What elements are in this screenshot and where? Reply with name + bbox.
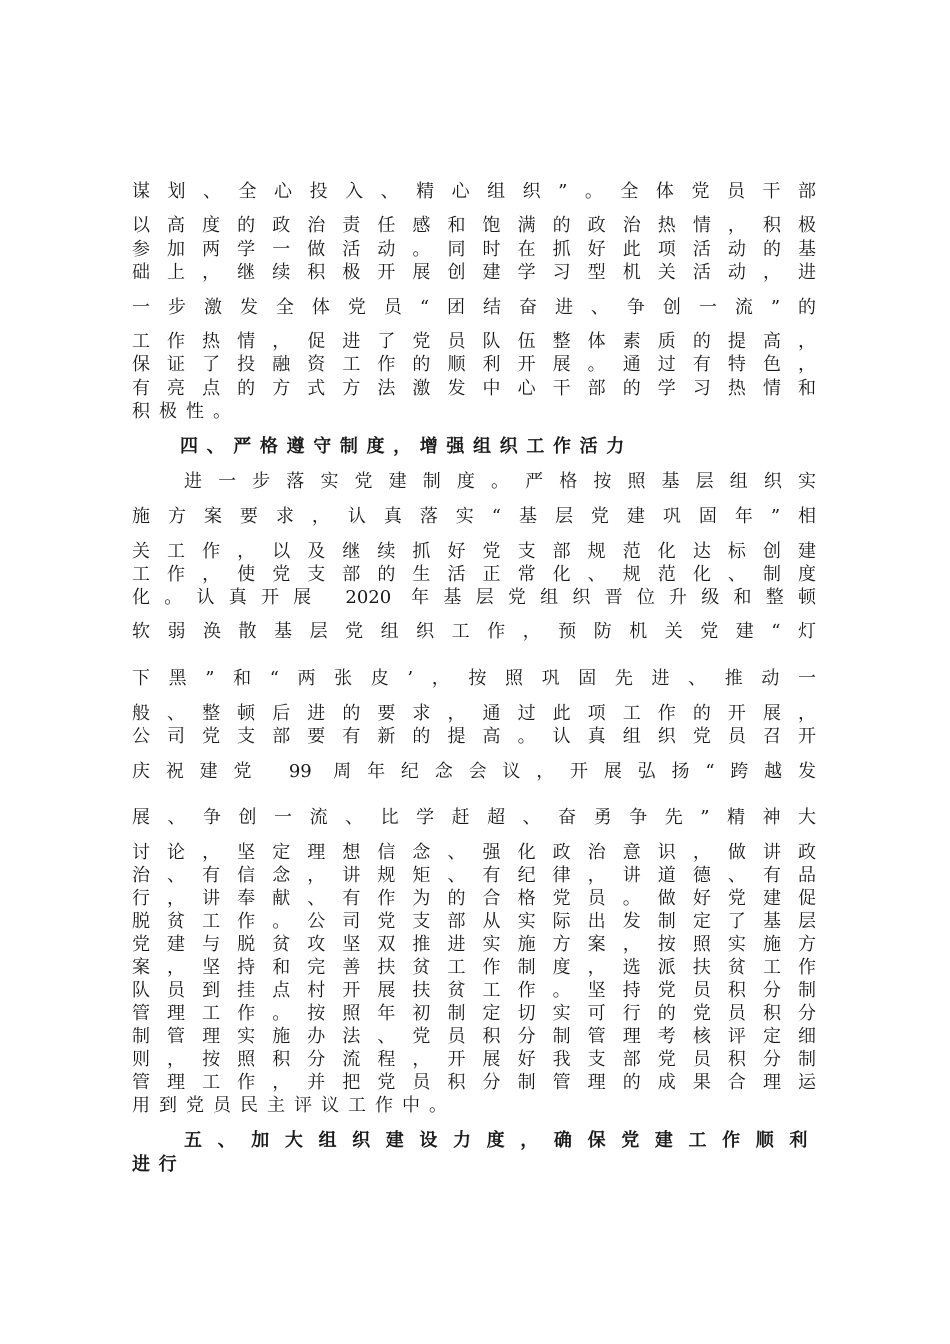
section-heading: 四、严格遵守制度，增强组织工作活力: [180, 436, 633, 457]
text-line: 般、整顿后进的要求，通过此项工作的开展，: [132, 703, 816, 724]
text-line: 讨论，坚定理想信念、强化政治意识，做讲政: [132, 842, 816, 863]
text-line: 队员到挂点村开展扶贫工作。坚持党员积分制: [132, 980, 816, 1001]
text-line: 参加两学一做活动。同时在抓好此项活动的基: [132, 239, 816, 260]
text-line: 下黑”和“两张皮’，按照巩固先进、推动一: [132, 668, 816, 689]
text-line: 积极性。: [132, 401, 240, 422]
text-line: 关工作，以及继续抓好党支部规范化达标创建: [132, 541, 816, 562]
section-heading-continued: 进行: [132, 1154, 186, 1175]
text-line: 谋划、全心投入、精心组织”。全体党员干部: [132, 181, 816, 202]
text-line: 进一步落实党建制度。严格按照基层组织实: [184, 471, 816, 492]
text-line: 脱贫工作。公司党支部从实际出发制定了基层: [132, 911, 816, 932]
text-line: 础上，继续积极开展创建学习型机关活动，进: [132, 262, 816, 283]
text-line: 治、有信念，讲规矩、有纪律，讲道德、有品: [132, 865, 816, 886]
text-line: 保证了投融资工作的顺利开展。通过有特色，: [132, 354, 816, 375]
text-line: 施方案要求，认真落实“基层党建巩固年”相: [132, 506, 816, 527]
text-line: 管理工作，并把党员积分制管理的成果合理运: [132, 1072, 816, 1093]
text-line: 公司党支部要有新的提高。认真组织党员召开: [132, 726, 816, 747]
text-line: 党建与脱贫攻坚双推进实施方案，按照实施方: [132, 934, 816, 955]
text-line: 行，讲奉献、有作为的合格党员。做好党建促: [132, 888, 816, 909]
text-line: 工作，使党支部的生活正常化、规范化、制度: [132, 564, 816, 585]
text-line: 一步激发全体党员“团结奋进、争创一流”的: [132, 297, 816, 318]
text-line: 管理工作。按照年初制定切实可行的党员积分: [132, 1003, 816, 1024]
section-heading: 五、加大组织建设力度，确保党建工作顺利: [184, 1130, 816, 1151]
text-line: 软弱涣散基层党组织工作，预防机关党建“灯: [132, 621, 816, 642]
text-line: 案，坚持和完善扶贫工作制度，选派扶贫工作: [132, 957, 816, 978]
text-line: 化。认真开展 2020 年基层党组织晋位升级和整顿: [132, 587, 816, 608]
text-line: 以高度的政治责任感和饱满的政治热情，积极: [132, 215, 816, 236]
text-line: 制管理实施办法、党员积分制管理考核评定细: [132, 1026, 816, 1047]
text-line: 有亮点的方式方法激发中心干部的学习热情和: [132, 378, 816, 399]
text-line: 用到党员民主评议工作中。: [132, 1095, 456, 1116]
text-line: 庆祝建党 99 周年纪念会议，开展弘扬“跨越发: [132, 761, 816, 782]
text-line: 则，按照积分流程，开展好我支部党员积分制: [132, 1049, 816, 1070]
text-line: 展、争创一流、比学赶超、奋勇争先”精神大: [132, 807, 816, 828]
text-line: 工作热情，促进了党员队伍整体素质的提高，: [132, 331, 816, 352]
